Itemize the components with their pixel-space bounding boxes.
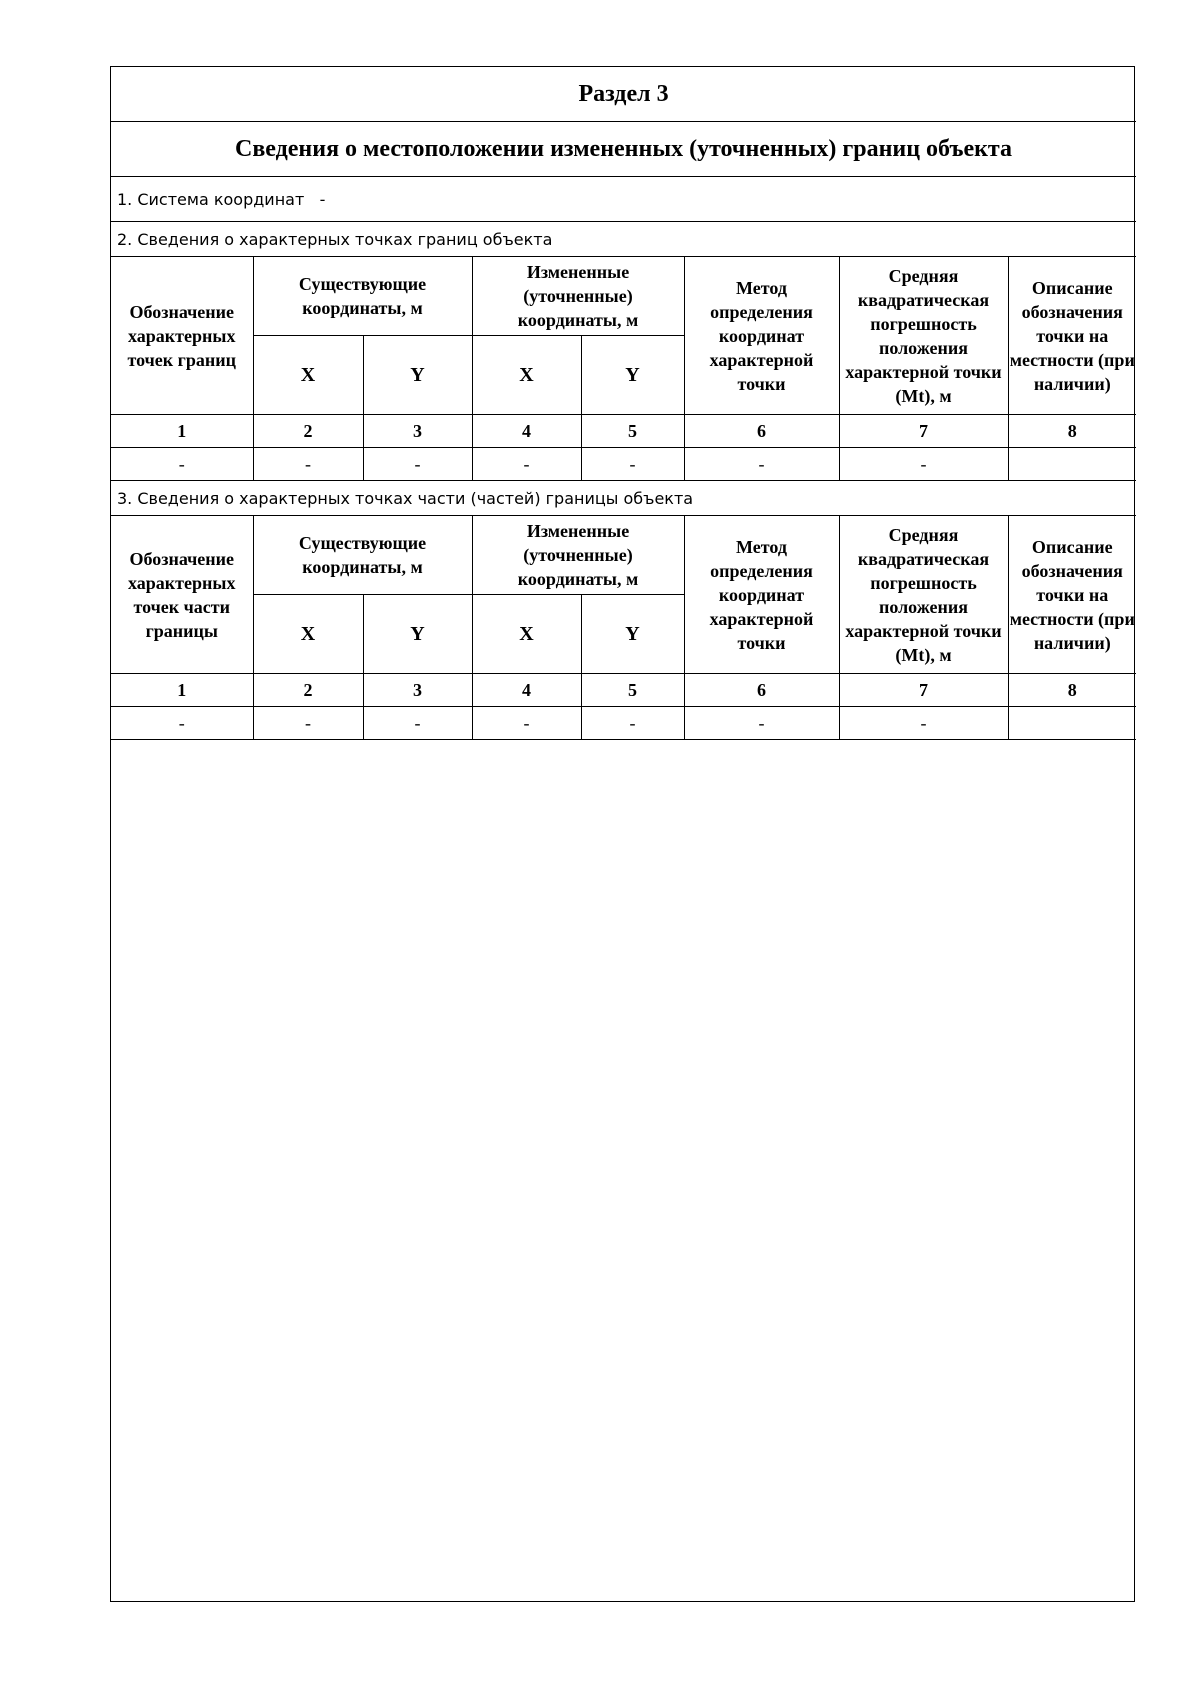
table1-caption: 2. Сведения о характерных точках границ объекта [111,222,1136,257]
table1-col-method: Метод определения координат характерной точки [684,257,839,415]
table-row [111,448,1136,481]
table2-num: 5 [581,674,684,707]
coord-system-value: - [319,189,326,209]
table2-num: 8 [1008,674,1136,707]
section-table [111,67,1136,740]
section-title: Раздел 3 [111,67,1136,122]
table1-changed-x: X [472,336,581,415]
table1-cell: - [111,448,253,481]
coord-system-line [111,177,1136,222]
table2-col-designation: Обозначение характерных точек части границы [111,516,253,674]
table1-num: 5 [581,415,684,448]
table2-cell: - [684,707,839,740]
table2-num: 6 [684,674,839,707]
table2-col-description: Описание обозначения точки на местности (при наличии) [1008,516,1136,674]
table1-number-row [111,415,1136,448]
table1-num: 3 [363,415,472,448]
table2-col-error: Средняя квадратическая погрешность положения характерной точки (Mt), м [839,516,1008,674]
table2-changed-x: X [472,595,581,674]
page-heading: Сведения о местоположении измененных (уточненных) границ объекта [111,122,1136,177]
table1-num: 8 [1008,415,1136,448]
table1-num: 2 [253,415,363,448]
table1-cell: - [581,448,684,481]
coord-system-label: 1. Система координат [117,189,305,209]
table1-existing-x: X [253,336,363,415]
table2-cell: - [111,707,253,740]
table1-num: 6 [684,415,839,448]
table2-cell: - [581,707,684,740]
table2-changed-y: Y [581,595,684,674]
table2-number-row [111,674,1136,707]
table2-cell: - [839,707,1008,740]
table2-num: 3 [363,674,472,707]
table2-existing-y: Y [363,595,472,674]
table2-cell: - [363,707,472,740]
table1-col-changed: Измененные (уточненные) координаты, м [472,257,684,336]
table2-num: 7 [839,674,1008,707]
table-row [111,707,1136,740]
table2-existing-x: X [253,595,363,674]
table1-cell: - [363,448,472,481]
table2-caption: 3. Сведения о характерных точках части (частей) границы объекта [111,481,1136,516]
table1-cell: - [684,448,839,481]
table2-num: 4 [472,674,581,707]
table2-num: 2 [253,674,363,707]
table1-col-existing: Существующие координаты, м [253,257,472,336]
document-frame [110,66,1135,1602]
table2-cell [1008,707,1136,740]
table1-num: 1 [111,415,253,448]
table1-col-designation: Обозначение характерных точек границ [111,257,253,415]
table1-existing-y: Y [363,336,472,415]
table1-cell: - [253,448,363,481]
table2-col-method: Метод определения координат характерной точки [684,516,839,674]
table1-cell: - [839,448,1008,481]
table1-changed-y: Y [581,336,684,415]
table2-col-changed: Измененные (уточненные) координаты, м [472,516,684,595]
table1-cell: - [472,448,581,481]
table1-num: 4 [472,415,581,448]
table2-col-existing: Существующие координаты, м [253,516,472,595]
table1-col-description: Описание обозначения точки на местности (при наличии) [1008,257,1136,415]
table1-cell [1008,448,1136,481]
table1-num: 7 [839,415,1008,448]
table2-cell: - [472,707,581,740]
table1-col-error: Средняя квадратическая погрешность положения характерной точки (Mt), м [839,257,1008,415]
table2-num: 1 [111,674,253,707]
table2-cell: - [253,707,363,740]
